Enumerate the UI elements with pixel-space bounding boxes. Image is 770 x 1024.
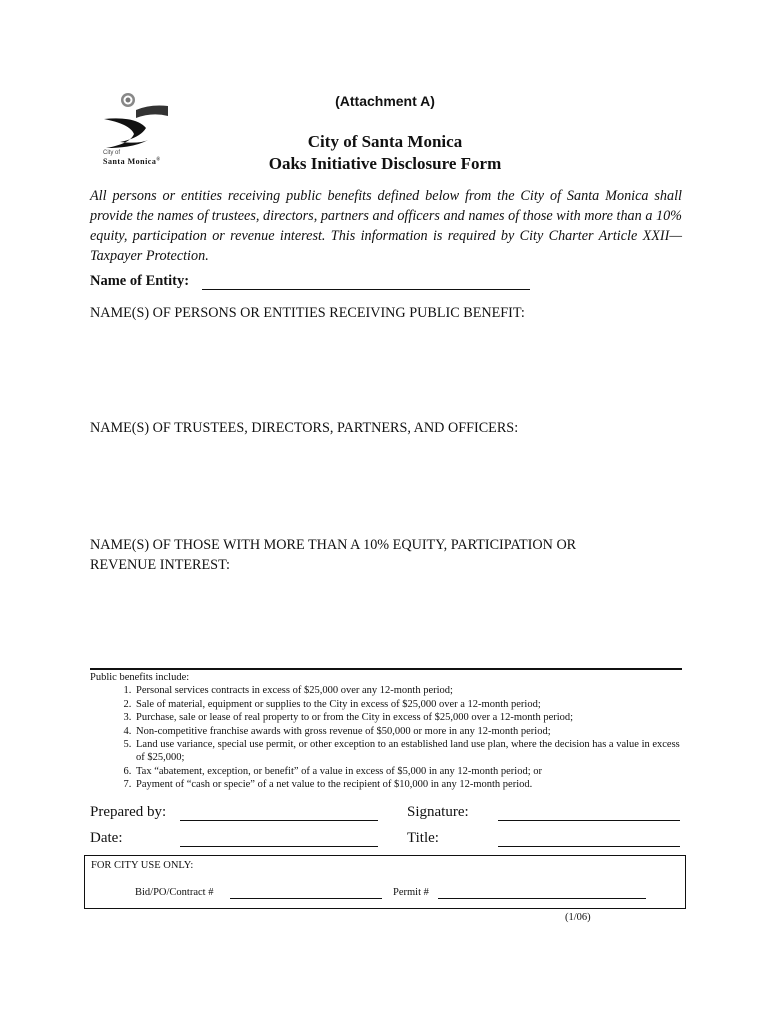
logo-city-of: City of <box>103 150 121 156</box>
logo-registered: ® <box>156 157 161 163</box>
permit-number-field[interactable] <box>438 898 646 899</box>
benefit-item: 6. Tax “abatement, exception, or benefit” of a value in excess of $5,000 in any 12-month period; or <box>134 765 682 778</box>
benefit-item: 5. Land use variance, special use permit, or other exception to an established land use plan, where the decision has a value in excess of $25,000; <box>134 738 682 765</box>
equity-heading-line1: NAME(S) OF THOSE WITH MORE THAN A 10% EQUITY, PARTICIPATION OR <box>90 537 577 553</box>
benefit-item: 1. Personal services contracts in excess of $25,000 over any 12-month period; <box>134 684 682 697</box>
benefit-item: 7. Payment of “cash or specie” of a net value to the recipient of $10,000 in any 12-month period. <box>134 778 682 791</box>
title-label: Title: <box>407 830 439 846</box>
intro-paragraph: All persons or entities receiving public benefits defined below from the City of Santa Monica shall provide the names of trustees, directors, partners and officers and names of those with more than a 10% equity, participation or revenue interest. This information is required by City Charter Article XXII—Taxpayer Protection. <box>90 188 682 264</box>
recipients-heading: NAME(S) OF PERSONS OR ENTITIES RECEIVING PUBLIC BENEFIT: <box>90 305 525 321</box>
benefits-list <box>90 684 682 791</box>
contract-number-field[interactable] <box>230 898 382 899</box>
page-subtitle: Oaks Initiative Disclosure Form <box>268 154 502 173</box>
contract-label: Bid/PO/Contract # <box>135 887 214 898</box>
benefit-item: 2. Sale of material, equipment or supplies to the City in excess of $25,000 over a 12-month period; <box>134 698 682 711</box>
date-label: Date: <box>90 830 123 846</box>
officers-field[interactable] <box>90 442 682 532</box>
title-field[interactable] <box>498 846 680 847</box>
equity-heading-line2: REVENUE INTEREST: <box>90 557 230 573</box>
public-benefits <box>90 671 682 792</box>
recipients-field[interactable] <box>90 326 682 416</box>
city-use-heading: FOR CITY USE ONLY: <box>91 860 194 871</box>
signature-label: Signature: <box>407 804 469 820</box>
entity-label: Name of Entity: <box>90 273 190 289</box>
prepared-by-field[interactable] <box>180 820 378 821</box>
prepared-by-label: Prepared by: <box>90 804 167 820</box>
santa-monica-logo-icon <box>100 88 180 168</box>
signature-field[interactable] <box>498 820 680 821</box>
logo-santa-monica <box>103 157 161 166</box>
officers-heading: NAME(S) OF TRUSTEES, DIRECTORS, PARTNERS, AND OFFICERS: <box>90 420 519 436</box>
page-title: City of Santa Monica <box>307 132 463 151</box>
benefit-item: 4. Non-competitive franchise awards with gross revenue of $50,000 or more in any 12-month period; <box>134 725 682 738</box>
attachment-label: (Attachment A) <box>335 93 435 109</box>
benefit-item: 3. Purchase, sale or lease of real property to or from the City in excess of $25,000 over a 12-month period; <box>134 711 682 724</box>
entity-name-field[interactable] <box>202 289 530 290</box>
benefits-heading: Public benefits include: <box>90 672 190 683</box>
logo-name: Santa Monica <box>103 157 157 166</box>
equity-field[interactable] <box>90 580 682 664</box>
permit-label: Permit # <box>393 887 429 898</box>
divider <box>90 668 682 670</box>
date-field[interactable] <box>180 846 378 847</box>
revision-date: (1/06) <box>565 912 591 923</box>
